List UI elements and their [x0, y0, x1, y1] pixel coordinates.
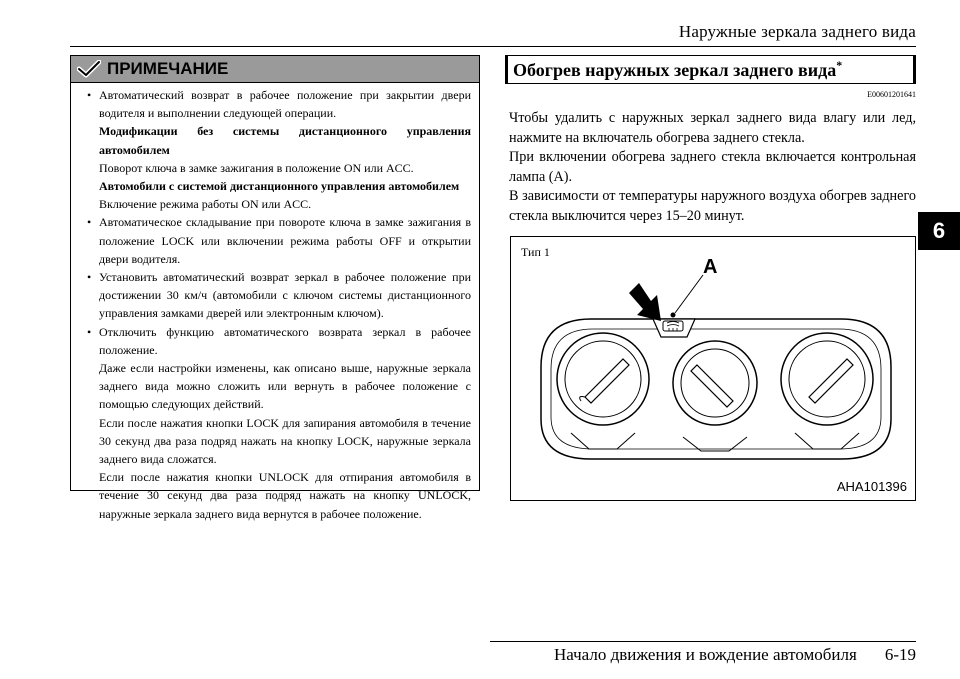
note-paragraph: Если после нажатия кнопки UNLOCK для отпирания автомобиля в течение 30 секунд два раза подряд нажать на кнопку UNLOCK, наружные зеркала заднего вида вернутся в рабочее положение. [99, 470, 471, 521]
note-subtitle: Модификации без системы дистанционного управления автомобилем [99, 124, 471, 157]
figure-code: AHA101396 [836, 479, 907, 494]
note-paragraph: Даже если настройки изменены, как описано выше, наружные зеркала заднего вида можно сложить или вернуть в рабочее положение с помощью следующих действий. [99, 361, 471, 412]
note-heading: ПРИМЕЧАНИЕ [107, 59, 229, 78]
header-rule [70, 46, 916, 47]
checkmark-icon [77, 60, 101, 78]
climate-control-panel-illustration [511, 237, 917, 502]
right-knob [781, 333, 873, 425]
footer-section: Начало движения и вождение автомобиля [553, 645, 857, 664]
chapter-tab: 6 [918, 212, 960, 250]
left-knob [557, 333, 649, 425]
note-paragraph: Если после нажатия кнопки LOCK для запирания автомобиля в течение 30 секунд два раза подряд нажать на кнопку LOCK, наружные зеркала заднего вида сложатся. [99, 415, 471, 467]
note-item [87, 86, 471, 213]
center-knob [673, 341, 757, 425]
note-header [71, 56, 479, 83]
body-paragraph: В зависимости от температуры наружного воздуха обогрев заднего стекла выключится через 15–20 минут. [509, 188, 916, 224]
note-subtitle: Автомобили с системой дистанционного управления автомобилем [99, 179, 460, 194]
note-box [70, 55, 480, 521]
note-item-text: • Автоматический возврат в рабочее положение при закрытии двери водителя и выполнении следующей операции. [99, 88, 471, 121]
section-heading [505, 55, 916, 84]
note-item [87, 323, 471, 523]
body-paragraph: Чтобы удалить с наружных зеркал заднего вида влагу или лед, нажмите на включатель обогрева заднего стекла. [509, 110, 916, 146]
page-footer [554, 645, 916, 665]
figure-type-label: Тип 1 [521, 245, 550, 259]
pointer-arrow-icon [629, 283, 661, 321]
figure-climate-panel [510, 236, 916, 501]
footer-rule [490, 641, 916, 642]
page-number: 6-19 [884, 645, 916, 664]
note-body [71, 83, 479, 523]
body-paragraph: При включении обогрева заднего стекла включается контрольная лампа (A). [509, 149, 916, 185]
note-item-text: • Отключить функцию автоматического возврата зеркал в рабочее положение. [99, 324, 471, 357]
note-subtext: Поворот ключа в замке зажигания в положение ON или ACC. [99, 160, 414, 175]
note-item [87, 268, 471, 323]
note-item [87, 213, 471, 268]
section-mark: * [836, 58, 843, 72]
note-subtext: Включение режима работы ON или ACC. [99, 197, 312, 212]
page-header-title: Наружные зеркала заднего вида [678, 22, 916, 41]
note-item-text: • Автоматическое складывание при повороте ключа в замке зажигания в положение LOCK или включении режима работы OFF и открытии двери водителя. [99, 215, 471, 266]
section-code: E00601201641 [867, 90, 916, 99]
section-title: Обогрев наружных зеркал заднего вида [513, 60, 837, 80]
callout-letter: A [703, 256, 718, 278]
note-item-text: • Установить автоматический возврат зеркал в рабочее положение при достижении 30 км/ч (автомобили с ключом системы дистанционного управления замками дверей или электронным ключом). [99, 270, 471, 321]
